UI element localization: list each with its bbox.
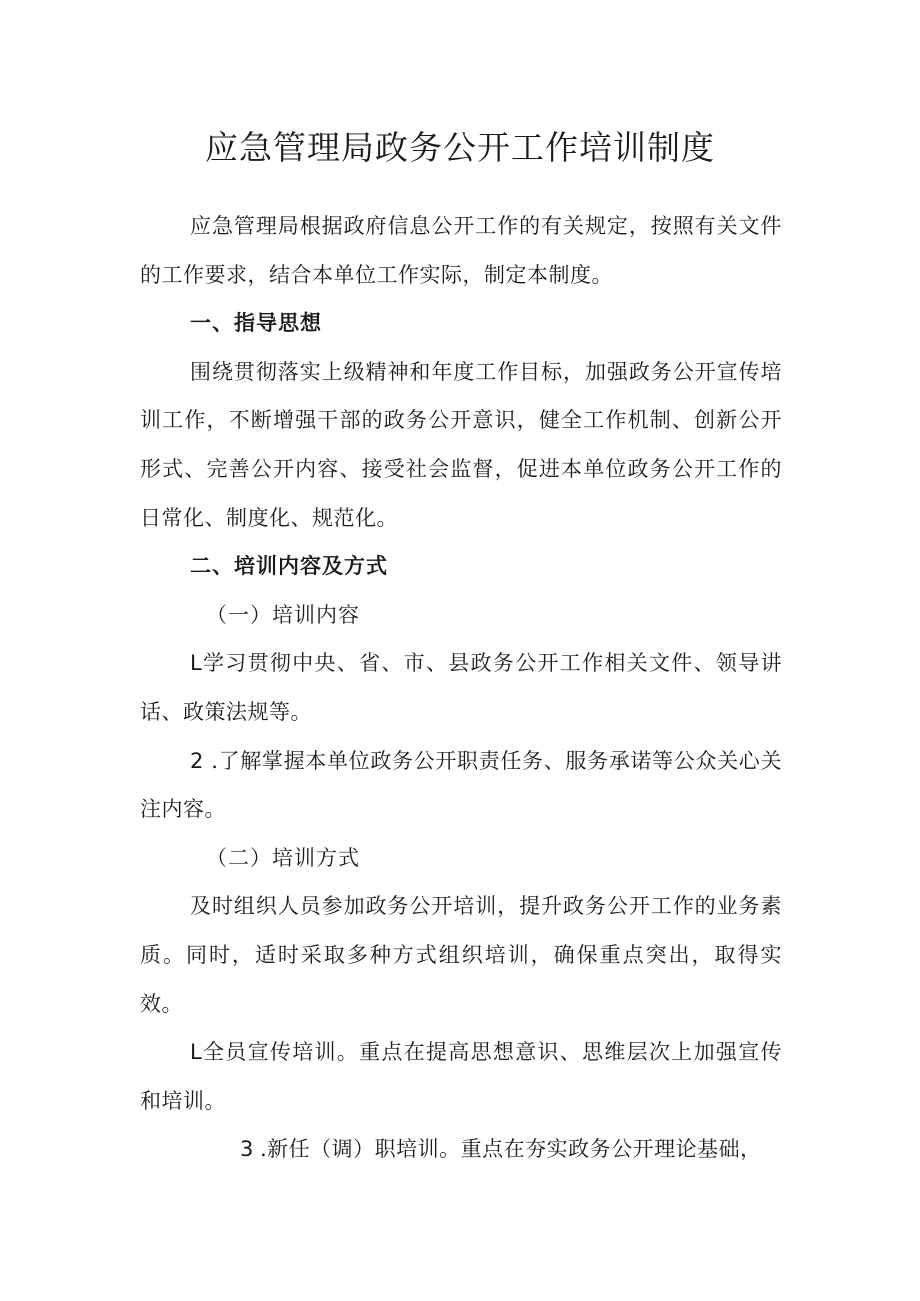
item-number: 2 [190,748,204,773]
section-heading-guiding-ideology: 一、指导思想 [190,311,322,336]
training-methods-item-1 [140,1028,782,1125]
item-text: .新任（调）职培训。重点在夯实政务公开理论基础， [260,1137,762,1162]
item-text: 学习贯彻中央、省、市、县政务公开工作相关文件、领导讲话、政策法规等。 [140,651,782,724]
document-title: 应急管理局政务公开工作培训制度 [205,128,715,167]
training-content-item-1 [140,639,782,736]
item-number: L [190,651,203,676]
section-heading-training-content-methods: 二、培训内容及方式 [190,554,388,579]
guiding-ideology-paragraph: 围绕贯彻落实上级精神和年度工作目标，加强政务公开宣传培训工作，不断增强干部的政务公开意识，健全工作机制、创新公开形式、完善公开内容、接受社会监督，促进本单位政务公开工作的日常化、制度化、规范化。 [140,359,782,530]
training-methods-paragraph: 及时组织人员参加政务公开培训，提升政务公开工作的业务素质。同时，适时采取多种方式组织培训，确保重点突出，取得实效。 [140,894,782,1016]
training-content-item-2 [140,737,782,834]
item-text: .了解掌握本单位政务公开职责任务、服务承诺等公众关心关注内容。 [140,748,782,822]
subsection-heading-training-content: （一）培训内容 [206,602,360,627]
intro-paragraph: 应急管理局根据政府信息公开工作的有关规定，按照有关文件的工作要求，结合本单位工作实际，制定本制度。 [140,214,782,287]
subsection-heading-training-methods: （二）培训方式 [206,845,360,870]
document-body [140,202,782,1174]
item-number: 3 [240,1137,254,1162]
item-text: 全员宣传培训。重点在提高思想意识、思维层次上加强宣传和培训。 [140,1040,782,1113]
item-number: L [190,1040,203,1065]
training-methods-item-3 [140,1125,782,1174]
